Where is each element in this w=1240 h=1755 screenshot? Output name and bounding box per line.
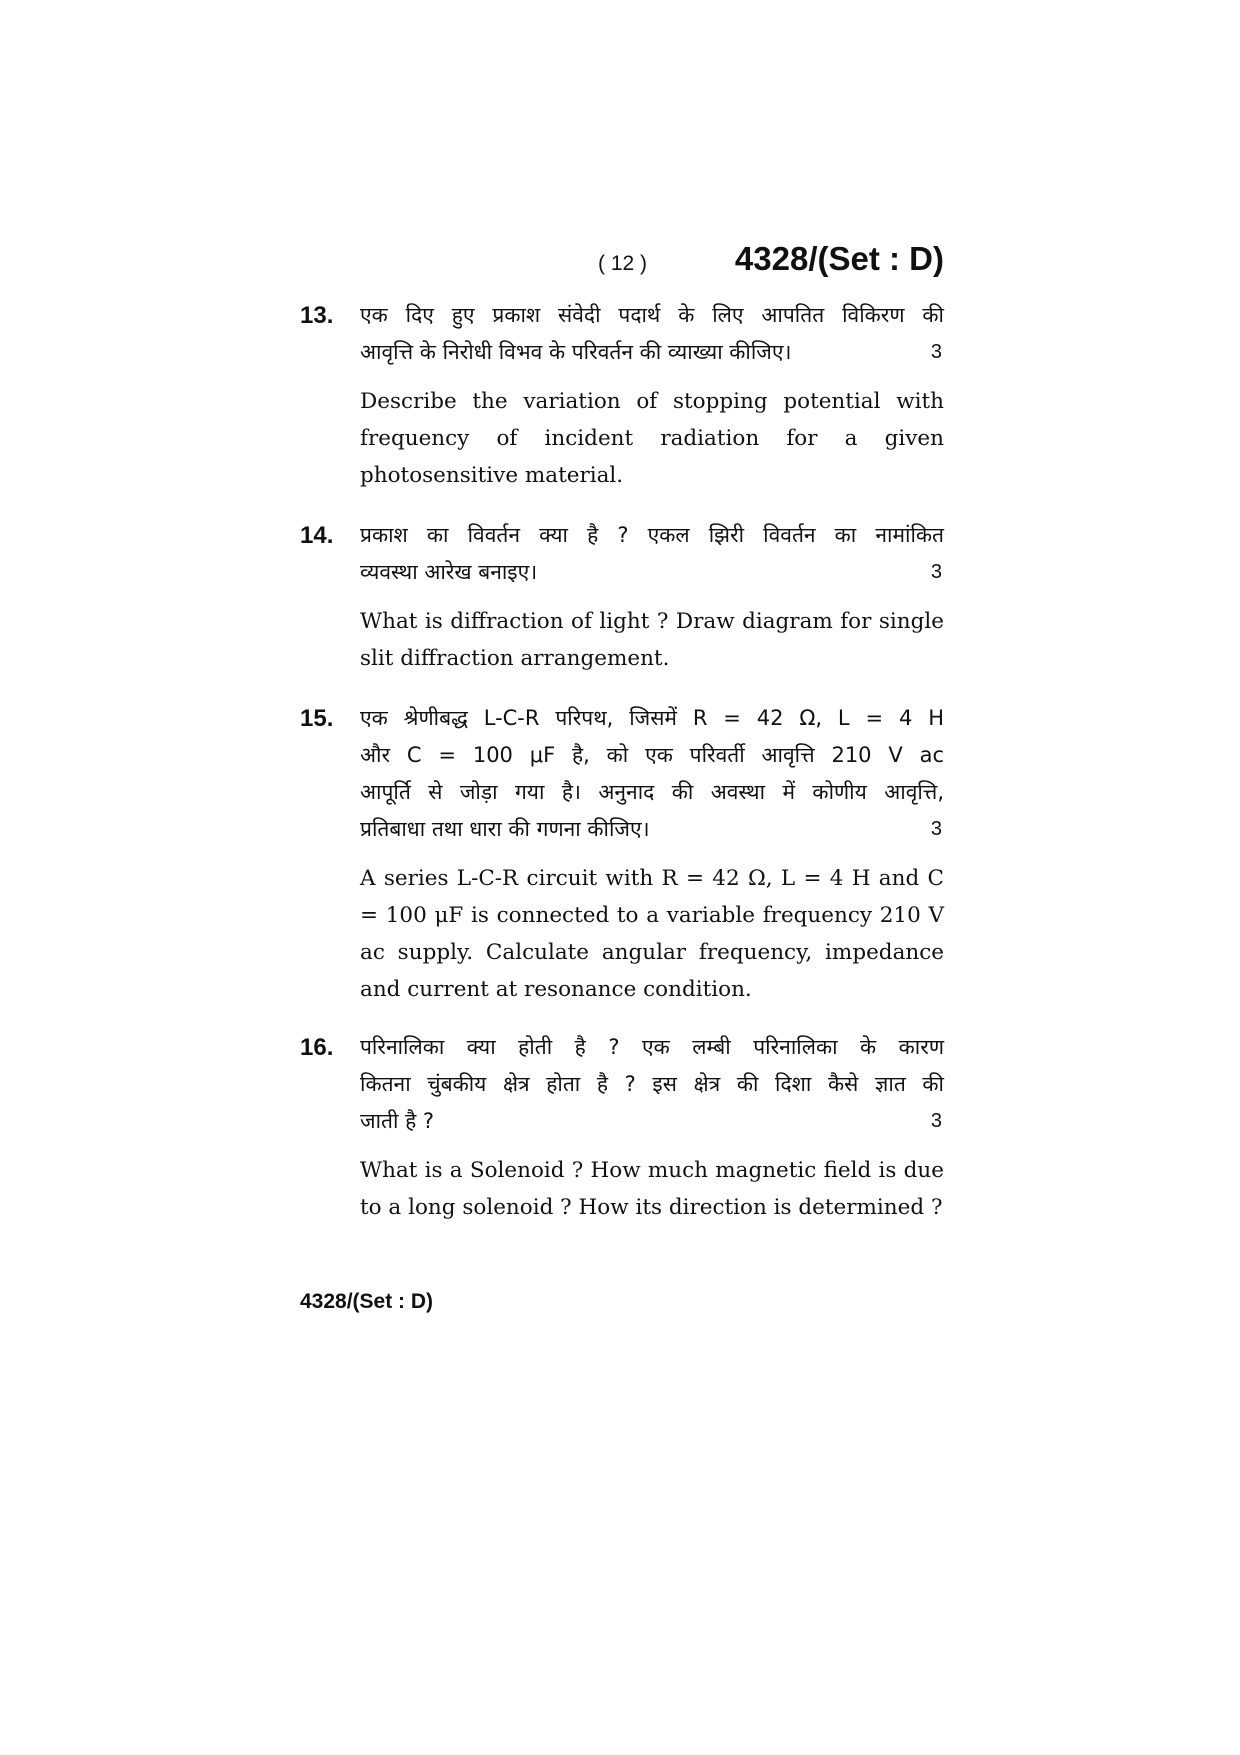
hindi-text-line: प्रकाश का विवर्तन क्या है ? एकल झिरी विवर्तन का नामांकित bbox=[360, 523, 944, 547]
question-number: 13. bbox=[300, 302, 334, 329]
hindi-text-line: परिनालिका क्या होती है ? एक लम्बी परिनालिका के कारण bbox=[360, 1035, 944, 1059]
marks-label: 3 bbox=[930, 818, 942, 840]
question-number: 16. bbox=[300, 1034, 334, 1061]
hindi-text-line: जाती है ? bbox=[360, 1109, 435, 1133]
hindi-text-line: आपूर्ति से जोड़ा गया है। अनुनाद की अवस्था में कोणीय आवृत्ति, bbox=[360, 780, 944, 804]
marks-label: 3 bbox=[930, 561, 942, 583]
hindi-text-line: एक श्रेणीबद्ध L-C-R परिपथ, जिसमें R = 42 Ω, L = 4 H bbox=[360, 706, 944, 730]
hindi-text-line: व्यवस्था आरेख बनाइए। bbox=[360, 560, 538, 584]
english-question-text: What is a Solenoid ? How much magnetic field is due to a long solenoid ? How its direction is determined ? bbox=[360, 1158, 944, 1220]
page-number: ( 12 ) bbox=[598, 252, 648, 275]
hindi-text-line: प्रतिबाधा तथा धारा की गणना कीजिए। bbox=[360, 817, 650, 841]
hindi-text-line: कितना चुंबकीय क्षेत्र होता है ? इस क्षेत्र की दिशा कैसे ज्ञात की bbox=[360, 1072, 944, 1096]
marks-label: 3 bbox=[930, 341, 942, 363]
hindi-text-line: एक दिए हुए प्रकाश संवेदी पदार्थ के लिए आपतित विकिरण की bbox=[360, 303, 944, 327]
paper-code-header: 4328/(Set : D) bbox=[734, 240, 944, 277]
english-question-text: A series L-C-R circuit with R = 42 Ω, L = 4 H and C = 100 μF is connected to a variable frequency 210 V ac supply. Calculate angular frequency, impedance and current at resonance condition. bbox=[360, 866, 944, 1002]
paper-code-footer: 4328/(Set : D) bbox=[300, 1290, 434, 1313]
question-13 bbox=[300, 297, 944, 494]
hindi-text-line: आवृत्ति के निरोधी विभव के परिवर्तन की व्याख्या कीजिए। bbox=[360, 340, 792, 364]
question-number: 15. bbox=[300, 705, 334, 732]
english-question-text: Describe the variation of stopping potential with frequency of incident radiation for a given photosensitive material. bbox=[360, 389, 944, 488]
marks-label: 3 bbox=[930, 1110, 942, 1132]
english-question-text: What is diffraction of light ? Draw diagram for single slit diffraction arrangement. bbox=[360, 609, 944, 671]
question-15 bbox=[300, 700, 944, 1008]
question-number: 14. bbox=[300, 522, 334, 549]
hindi-text-line: और C = 100 μF है, को एक परिवर्ती आवृत्ति 210 V ac bbox=[360, 743, 944, 767]
question-16 bbox=[300, 1029, 944, 1226]
question-14 bbox=[300, 517, 944, 677]
